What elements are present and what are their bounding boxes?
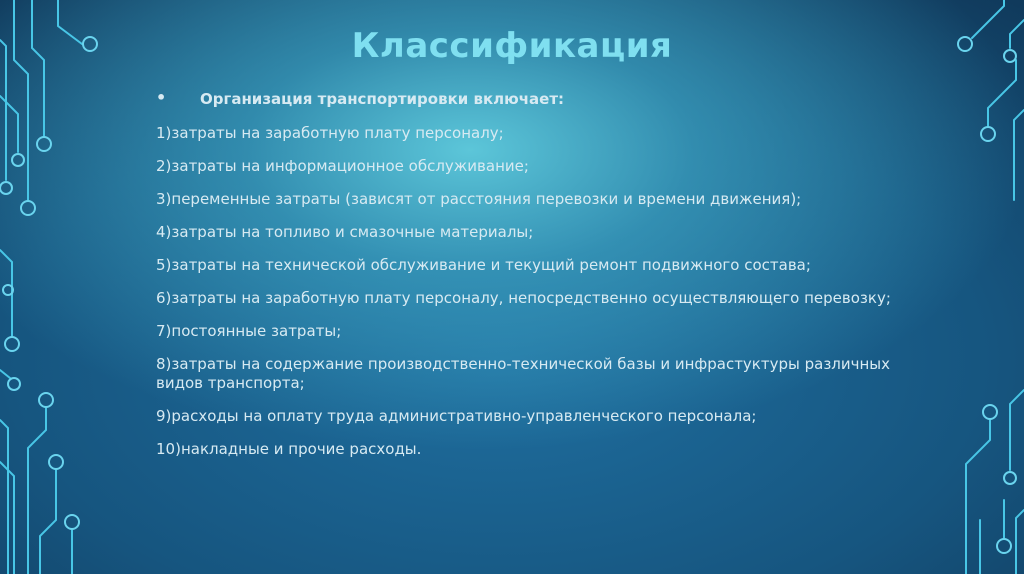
list-item: 2)затраты на информационное обслуживание; <box>156 157 529 175</box>
bullet-icon: • <box>156 88 167 107</box>
cost-list <box>156 124 896 459</box>
list-item: 8)затраты на содержание производственно-технической базы и инфрастуктуры различных видов транспорта; <box>156 355 891 392</box>
list-item: 3)переменные затраты (зависят от расстояния перевозки и времени движения); <box>156 190 802 208</box>
list-item: 4)затраты на топливо и смазочные материалы; <box>156 223 534 241</box>
slide-content <box>156 90 896 473</box>
slide-title: Классификация <box>351 26 673 66</box>
list-item: 9)расходы на оплату труда административно-управленческого персонала; <box>156 407 757 425</box>
lead-text: Организация транспортировки включает: <box>200 90 565 108</box>
list-item: 5)затраты на технической обслуживание и текущий ремонт подвижного состава; <box>156 256 811 274</box>
list-item: 10)накладные и прочие расходы. <box>156 440 422 458</box>
list-item: 6)затраты на заработную плату персоналу, непосредственно осуществляющего перевозку; <box>156 289 891 307</box>
list-item: 7)постоянные затраты; <box>156 322 342 340</box>
list-item: 1)затраты на заработную плату персоналу; <box>156 124 504 142</box>
lead-line <box>156 90 896 112</box>
